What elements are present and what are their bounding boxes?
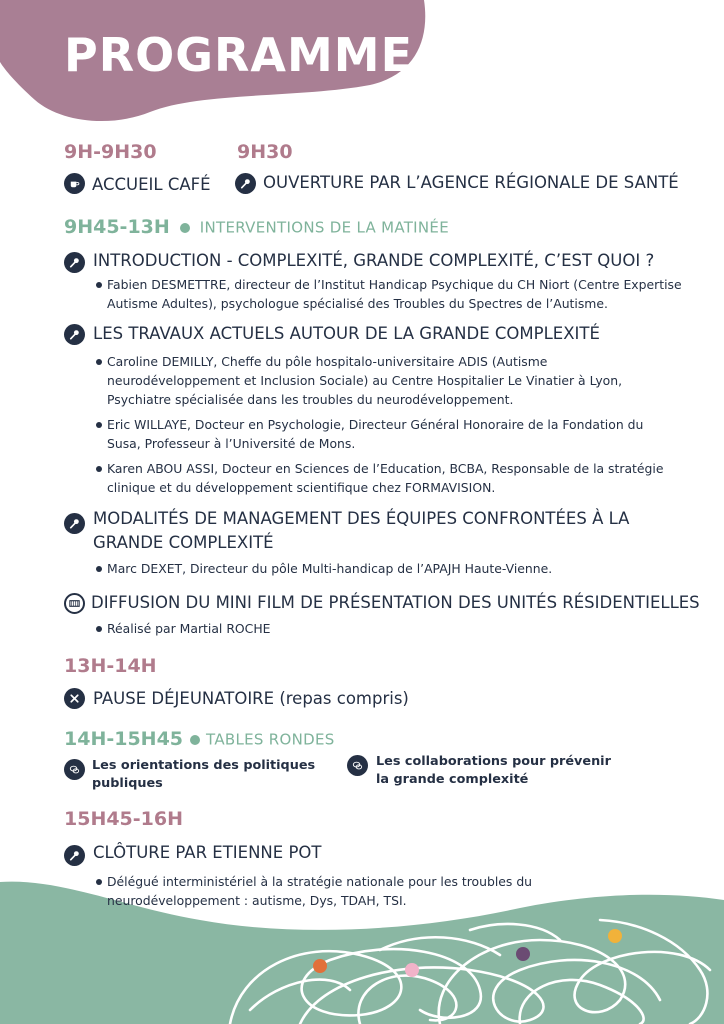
morning-time: 9H45-13H [64,216,170,238]
afternoon-label: TABLES RONDES [206,730,335,749]
travaux-heading: LES TRAVAUX ACTUELS AUTOUR DE LA GRANDE COMPLEXITÉ [93,324,600,343]
ouverture-ars: OUVERTURE PAR L’AGENCE RÉGIONALE DE SANTÉ [263,173,679,192]
afternoon-time: 14H-15H45 [64,728,184,750]
page-title: PROGRAMME [64,28,413,82]
travaux-speaker-3: Karen ABOU ASSI, Docteur en Sciences de l’Education, BCBA, Responsable de la stratégie clinique et du développement scientifique chez FORMAVISION. [107,459,677,497]
time-slot-closing: 15H45-16H [64,808,184,830]
microphone-icon [64,252,85,273]
pause-dejeunatoire: PAUSE DÉJEUNATOIRE (repas compris) [93,689,409,708]
accueil-cafe: ACCUEIL CAFÉ [92,175,211,194]
morning-label: INTERVENTIONS DE LA MATINÉE [199,218,449,237]
time-slot-morning [64,216,449,238]
fork-knife-icon [64,688,85,709]
cloture-heading: CLÔTURE PAR ETIENNE POT [93,843,322,862]
microphone-icon [64,513,85,534]
time-slot-afternoon [64,728,335,750]
table-ronde-1: Les orientations des politiques publiques [92,758,316,791]
intro-heading: INTRODUCTION - COMPLEXITÉ, GRANDE COMPLEXITÉ, C’EST QUOI ? [93,251,655,270]
microphone-icon [235,173,256,194]
chat-bubbles-icon [347,755,368,776]
table-ronde-2: Les collaborations pour prévenir la grande complexité [376,754,611,787]
modalites-heading: MODALITÉS DE MANAGEMENT DES ÉQUIPES CONFRONTÉES À LA GRANDE COMPLEXITÉ [93,509,630,552]
coffee-cup-icon [64,173,85,194]
diffusion-credit: Réalisé par Martial ROCHE [107,619,607,638]
cloture-description: Délégué interministériel à la stratégie nationale pour les troubles du neurodéveloppement : autisme, Dys, TDAH, TSI. [107,872,537,910]
modalites-speaker: Marc DEXET, Directeur du pôle Multi-handicap de l’APAJH Haute-Vienne. [107,559,667,578]
travaux-speaker-1: Caroline DEMILLY, Cheffe du pôle hospitalo-universitaire ADIS (Autisme neurodéveloppement et Inclusion Sociale) au Centre Hospitalier Le Vinatier à Lyon, Psychiatre spécialisée dans les troubles du neurodéveloppement. [107,352,662,409]
microphone-icon [64,845,85,866]
film-reel-icon [64,593,85,614]
diffusion-heading: DIFFUSION DU MINI FILM DE PRÉSENTATION DES UNITÉS RÉSIDENTIELLES [91,593,700,612]
green-dot [190,735,200,745]
microphone-icon [64,324,85,345]
green-dot [180,223,190,233]
travaux-speaker-2: Eric WILLAYE, Docteur en Psychologie, Directeur Général Honoraire de la Fondation du Susa, Professeur à l’Université de Mons. [107,415,667,453]
time-slot-1: 9H-9H30 [64,141,157,163]
chat-bubbles-icon [64,759,85,780]
intro-speaker: Fabien DESMETTRE, directeur de l’Institut Handicap Psychique du CH Niort (Centre Expertise Autisme Adultes), psychologue spécialisé des Troubles du Spectres de l’Autisme. [107,275,697,313]
time-slot-2: 9H30 [237,141,293,163]
time-slot-lunch: 13H-14H [64,655,157,677]
